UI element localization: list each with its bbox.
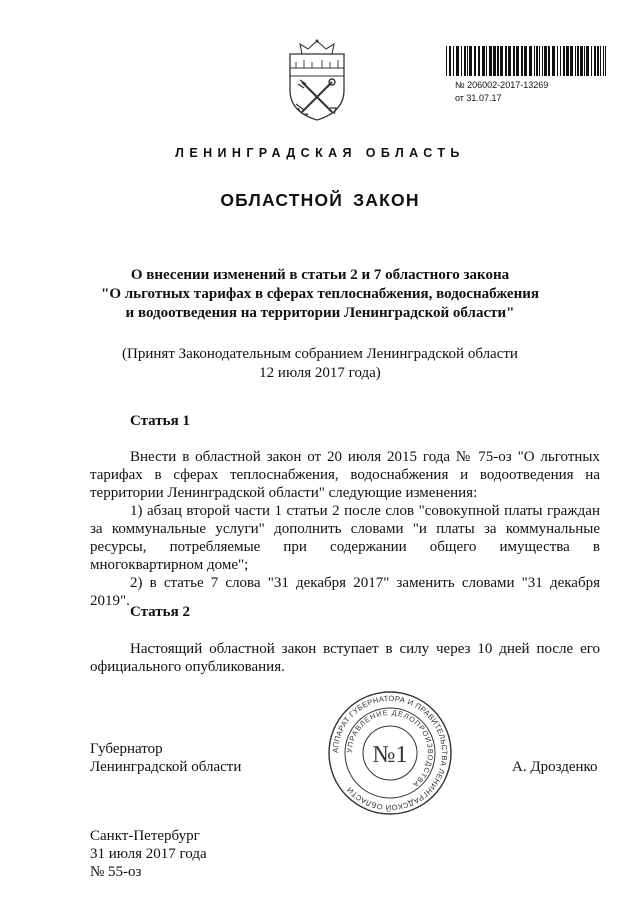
barcode-bar <box>560 46 561 76</box>
barcode-bar <box>548 46 550 76</box>
barcode-bar <box>539 46 540 76</box>
barcode-bar <box>461 46 462 76</box>
barcode-bar <box>586 46 589 76</box>
barcode-bar <box>493 46 496 76</box>
barcode-bar <box>464 46 466 76</box>
law-title-line: О внесении изменений в статьи 2 и 7 областного закона <box>130 267 510 283</box>
article-1-item-2: 2) в статье 7 слова "31 декабря 2017" заменить словами "31 декабря 2019". <box>90 575 600 609</box>
barcode-bar <box>603 46 604 76</box>
barcode-bar <box>542 46 543 76</box>
barcode-bar <box>446 46 447 76</box>
footer-block <box>90 827 207 881</box>
barcode-bar <box>544 46 547 76</box>
stamp-number: №1 <box>372 742 408 768</box>
region-heading: ЛЕНИНГРАДСКАЯ ОБЛАСТЬ <box>175 146 465 160</box>
barcode-bar <box>575 46 576 76</box>
law-title <box>90 266 550 323</box>
barcode-bar <box>497 46 499 76</box>
barcode-bar <box>600 46 601 76</box>
law-title-line: "О льготных тарифах в сферах теплоснабжения, водоснабжения <box>101 286 539 302</box>
barcode-bar <box>577 46 579 76</box>
barcode-bar <box>486 46 487 76</box>
footer-number: № 55-оз <box>90 864 142 880</box>
adoption-note-line: 12 июля 2017 года) <box>259 365 381 381</box>
barcode-bar <box>521 46 523 76</box>
barcode-bar <box>467 46 468 76</box>
barcode-bar <box>566 46 569 76</box>
barcode-bar <box>489 46 492 76</box>
barcode-bar <box>456 46 459 76</box>
law-type-heading: ОБЛАСТНОЙ ЗАКОН <box>220 190 420 210</box>
barcode-bar <box>453 46 454 76</box>
registration-number: № 206002-2017-13269 <box>455 80 549 90</box>
barcode-bar <box>449 46 451 76</box>
adoption-note-line: (Принят Законодательным собранием Ленинградской области <box>122 346 518 362</box>
barcode-bar <box>584 46 585 76</box>
barcode-bar <box>570 46 573 76</box>
signatory-position-line: Губернатор <box>90 741 163 757</box>
article-1-heading: Статья 1 <box>130 413 190 429</box>
article-2-text: Настоящий областной закон вступает в силу через 10 дней после его официального опубликования. <box>90 641 600 675</box>
barcode-bar <box>524 46 527 76</box>
barcode-bar <box>536 46 538 76</box>
barcode-bar <box>594 46 596 76</box>
barcode-bar <box>469 46 472 76</box>
signatory-position <box>90 740 241 776</box>
barcode-bar <box>508 46 511 76</box>
barcode-bar <box>505 46 507 76</box>
article-2-heading: Статья 2 <box>130 604 190 620</box>
barcode-bar <box>580 46 583 76</box>
barcode-bar <box>482 46 485 76</box>
barcode-bar <box>557 46 558 76</box>
barcode-icon <box>446 46 606 76</box>
stamp-inner-text: УПРАВЛЕНИЕ ДЕЛОПРОИЗВОДСТВА <box>344 707 436 790</box>
barcode-bar <box>552 46 555 76</box>
barcode-bar <box>563 46 565 76</box>
article-1-item-1: 1) абзац второй части 1 статьи 2 после слов "совокупной платы граждан за коммунальные услуги" дополнить словами "и платы за коммунальные ресурсы, потребляемые при содержании общего имущества в многоквартирном доме"; <box>90 503 600 573</box>
signatory-name: А. Дрозденко <box>512 759 598 775</box>
registration-date: от 31.07.17 <box>455 93 502 103</box>
coat-of-arms-icon <box>284 38 350 122</box>
law-title-line: и водоотведения на территории Ленинградской области" <box>125 305 515 321</box>
barcode-bar <box>478 46 480 76</box>
article-1-intro: Внести в областной закон от 20 июля 2015 года № 75-оз "О льготных тарифах в сферах теплоснабжения, водоснабжения и водоотведения на территории Ленинградской области" следующие изменения: <box>90 449 600 501</box>
footer-city: Санкт-Петербург <box>90 828 200 844</box>
barcode-bar <box>597 46 599 76</box>
footer-date: 31 июля 2017 года <box>90 846 207 862</box>
barcode-bar <box>474 46 476 76</box>
barcode-bar <box>605 46 606 76</box>
barcode-bar <box>513 46 515 76</box>
barcode-bar <box>534 46 535 76</box>
barcode-bar <box>591 46 592 76</box>
adoption-note <box>90 345 550 383</box>
signatory-position-line: Ленинградской области <box>90 759 242 775</box>
barcode-bar <box>500 46 503 76</box>
official-stamp <box>327 690 453 816</box>
barcode-bar <box>516 46 519 76</box>
barcode-bar <box>529 46 532 76</box>
stamp-outer-text: АППАРАТ ГУБЕРНАТОРА И ПРАВИТЕЛЬСТВА ЛЕНИНГРАДСКОЙ ОБЛАСТИ <box>330 693 450 813</box>
